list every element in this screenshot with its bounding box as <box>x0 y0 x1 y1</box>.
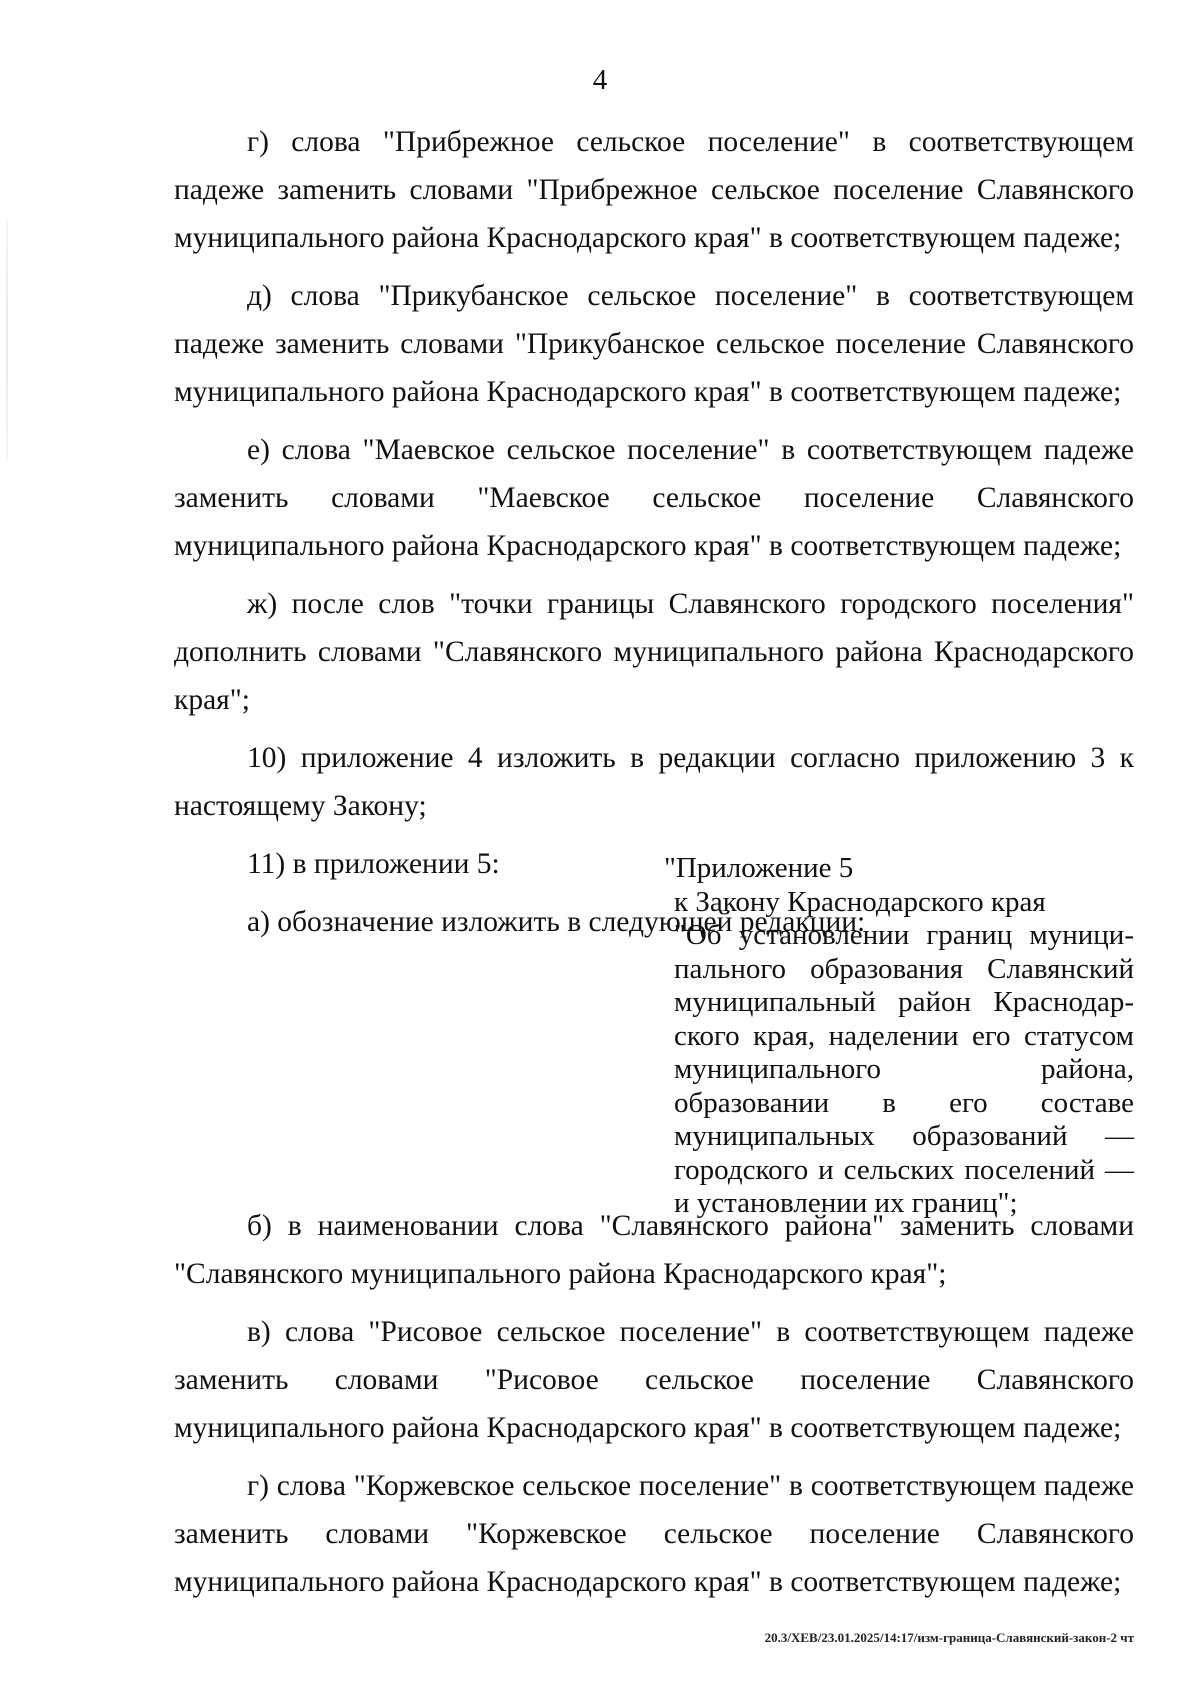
paragraph-b-naming: б) в наименовании слова "Славянского района" заменить словами "Славянского муниципального района Краснодарского края"; <box>174 1210 1134 1290</box>
paragraph-g-korzhevskoe: г) слова "Коржевское сельское поселение" в соответствующем падеже заменить словами "Коржевское сельское поселение Славянского муниципального района Краснодарского края" в соответствующем падеже; <box>174 1470 1134 1598</box>
paragraph-e-maevskoe: е) слова "Маевское сельское поселение" в соответствующем падеже заменить словами "Маевское сельское поселение Славянского муниципального района Краснодарского края" в соответствующем падеже; <box>174 434 1134 562</box>
paragraph-v-risovoe: в) слова "Рисовое сельское поселение" в соответствующем падеже заменить словами "Рисовое сельское поселение Славянского муниципального района Краснодарского края" в соответствующем падеже; <box>174 1316 1134 1444</box>
body-text-top <box>174 118 1134 956</box>
document-footer-code: 20.3/ХЕВ/23.01.2025/14:17/изм-граница-Славянский-закон-2 чт <box>764 1630 1134 1645</box>
appendix-law-reference: к Закону Краснодарского края <box>674 885 1046 918</box>
paragraph-10-appendix-4: 10) приложение 4 изложить в редакции согласно приложению 3 к настоящему Закону; <box>174 742 1134 822</box>
scan-edge-mark <box>6 220 8 460</box>
page-number: 4 <box>592 64 608 96</box>
appendix-law-name: "Об установлении границ муниципального образования Славянский муниципальный район Краснодарского края, наделении его статусом муниципального района, образовании в его составе муниципальных образований — городского и сельских поселений — и установлении их границ"; <box>674 919 1134 1219</box>
paragraph-zh-slavyanskoe: ж) после слов "точки границы Славянского городского поселения" дополнить словами "Славянского муниципального района Краснодарского края"; <box>174 588 1134 716</box>
appendix-designation-block <box>664 852 1134 1221</box>
paragraph-a-designation: а) обозначение изложить в следующей редакции: <box>247 906 866 938</box>
paragraph-d-prikubanskoe: д) слова "Прикубанское сельское поселение" в соответствующем падеже заменить словами "Прикубанское сельское поселение Славянского муниципального района Краснодарского края" в соответствующем падеже; <box>174 280 1134 408</box>
paragraph-g-pribrezhnoe: г) слова "Прибрежное сельское поселение" в соответствующем падеже заmенить словами "Прибрежное сельское поселение Славянского муниципального района Краснодарского края" в соответствующем падеже; <box>174 126 1134 254</box>
paragraph-11-appendix-5: 11) в приложении 5: <box>247 848 500 880</box>
body-text-bottom <box>174 1202 1134 1616</box>
appendix-title: "Приложение 5 <box>664 852 854 884</box>
